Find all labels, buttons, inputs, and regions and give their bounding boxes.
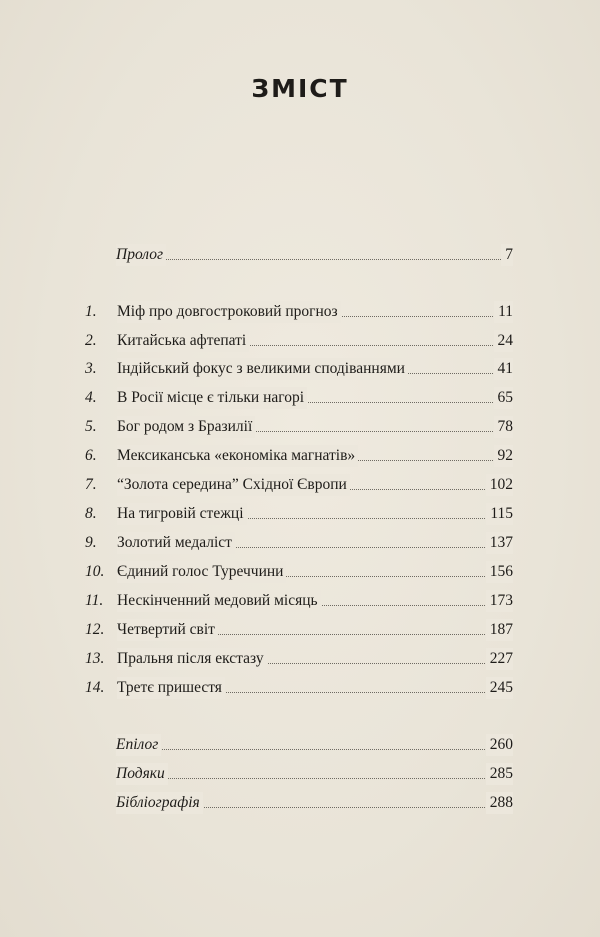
toc-entry-number: 7.: [85, 476, 97, 493]
toc-entry-page: 260: [486, 734, 513, 756]
toc-entry-chapter: [85, 590, 513, 612]
toc-entry-page: 24: [494, 330, 514, 352]
toc-entry-acknowledgements: [85, 763, 513, 785]
toc-entry-chapter: [85, 532, 513, 554]
toc-entry-chapter: [85, 301, 513, 323]
toc-entry-number: 1.: [85, 303, 97, 320]
toc-entry-chapter: [85, 503, 513, 525]
toc-entry-number: 5.: [85, 418, 97, 435]
toc-entry-page: 78: [494, 416, 514, 438]
toc-entry-chapter: [85, 677, 513, 699]
toc-entry-number: 8.: [85, 505, 97, 522]
toc-entry-number: 13.: [85, 650, 105, 667]
leader-dots: [117, 749, 513, 750]
toc-entry-chapter: [85, 387, 513, 409]
toc-entry-page: 102: [486, 474, 513, 496]
toc-entry-page: 288: [486, 792, 513, 814]
page-title: ЗМІСТ: [251, 74, 349, 103]
toc-entry-number: 14.: [85, 679, 105, 696]
toc-entry-number: 3.: [85, 360, 97, 377]
toc-entry-number: 10.: [85, 563, 105, 580]
toc-entry-number: 4.: [85, 389, 97, 406]
toc-entry-page: 285: [486, 763, 513, 785]
toc-entry-label: Бог родом з Бразилії: [117, 416, 255, 438]
toc-entry-page: 92: [494, 445, 514, 467]
toc-entry-page: 7: [501, 244, 513, 266]
toc-entry-page: 41: [494, 358, 514, 380]
toc-entry-label: “Золота середина” Східної Європи: [117, 474, 350, 496]
toc-entry-label: Міф про довгостроковий прогноз: [117, 301, 341, 323]
toc-entry-page: 65: [494, 387, 514, 409]
toc-entry-page: 115: [486, 503, 513, 525]
toc-entry-label: Нескінченний медовий місяць: [117, 590, 321, 612]
toc-entry-chapter: [85, 445, 513, 467]
toc-entry-label: На тигровій стежці: [117, 503, 247, 525]
toc-entry-label: Індійський фокус з великими сподіваннями: [117, 358, 408, 380]
leader-dots: [117, 778, 513, 779]
toc-entry-chapter: [85, 619, 513, 641]
toc-entry-label: Китайська афтепаті: [117, 330, 249, 352]
toc-entry-page: 156: [486, 561, 513, 583]
toc-entry-number: 12.: [85, 621, 105, 638]
toc-entry-page: 227: [486, 648, 513, 670]
toc-entry-number: 6.: [85, 447, 97, 464]
toc-entry-number: 9.: [85, 534, 97, 551]
toc-entry-number: 2.: [85, 332, 97, 349]
toc-entry-label: Мексиканська «економіка магнатів»: [117, 445, 358, 467]
toc-entry-label: Третє пришестя: [117, 677, 225, 699]
toc-entry-label: Пролог: [116, 244, 166, 266]
toc-entry-label: Бібліографія: [116, 792, 203, 814]
toc-entry-page: 11: [494, 301, 513, 323]
toc-entry-label: Епілог: [116, 734, 161, 756]
toc-entry-page: 245: [486, 677, 513, 699]
toc-entry-label: Четвертий світ: [117, 619, 218, 641]
toc-entry-page: 137: [486, 532, 513, 554]
toc-entry-label: В Росії місце є тільки нагорі: [117, 387, 307, 409]
toc-entry-prologue: [85, 244, 513, 266]
toc-entry-chapter: [85, 330, 513, 352]
toc-entry-chapter: [85, 648, 513, 670]
toc-entry-label: Єдиний голос Туреччини: [117, 561, 286, 583]
toc-entry-chapter: [85, 561, 513, 583]
toc-entry-chapter: [85, 416, 513, 438]
toc-entry-number: 11.: [85, 592, 104, 609]
toc-entry-chapter: [85, 358, 513, 380]
toc-entry-epilogue: [85, 734, 513, 756]
toc-entry-page: 173: [486, 590, 513, 612]
toc-entry-bibliography: [85, 792, 513, 814]
toc-entry-label: Пральня після екстазу: [117, 648, 267, 670]
toc-entry-label: Золотий медаліст: [117, 532, 235, 554]
toc-entry-chapter: [85, 474, 513, 496]
toc-entry-label: Подяки: [116, 763, 168, 785]
leader-dots: [117, 259, 513, 260]
toc-entry-page: 187: [486, 619, 513, 641]
